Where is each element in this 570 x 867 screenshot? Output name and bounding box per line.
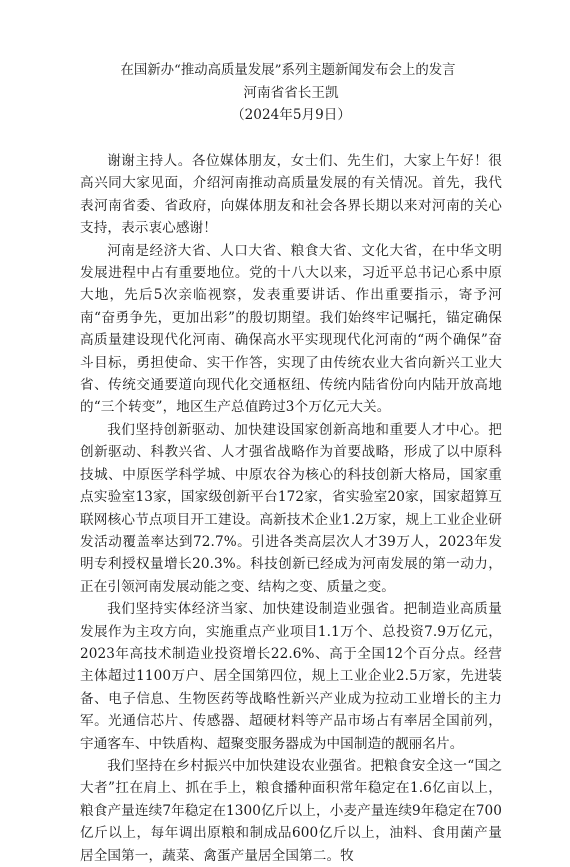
paragraph-overview: 河南是经济大省、人口大省、粮食大省、文化大省，在中华文明发展进程中占有重要地位。党的十八大以来，习近平总书记心系中原大地，先后5次亲临视察，发表重要讲话、作出重要指示，寄予河南“奋勇争先，更加出彩”的殷切期望。我们始终牢记嘱托，锚定确保高质量建设现代化河南、确保高水平实现现代化河南的“两个确保”奋斗目标，勇担使命、实干作答，实现了由传统农业大省向新兴工业大省、传统交通要道向现代化交通枢纽、传统内陆省份向内陆开放高地的“三个转变”，地区生产总值跨过3个万亿元大关。 xyxy=(80,242,502,416)
document-body xyxy=(80,150,502,867)
document-title: 在国新办“推动高质量发展”系列主题新闻发布会上的发言 xyxy=(120,63,456,78)
paragraph-manufacturing: 我们坚持实体经济当家、加快建设制造业强省。把制造业高质量发展作为主攻方向，实施重点产业项目1.1万个、总投资7.9万亿元，2023年高技术制造业投资增长22.6%、高于全国12个百分点。经营主体超过1100万户、居全国第四位，规上工业企业2.5万家，先进装备、电子信息、生物医药等战略性新兴产业成为拉动工业增长的主力军。光通信芯片、传感器、超硬材料等产品市场占有率居全国前列，宇通客车、中铁盾构、超聚变服务器成为中国制造的靓丽名片。 xyxy=(80,601,502,752)
document-date: （2024年5月9日） xyxy=(231,107,351,123)
document-header xyxy=(80,60,502,126)
document-speaker: 河南省省长王凯 xyxy=(243,85,339,101)
paragraph-innovation: 我们坚持创新驱动、加快建设国家创新高地和重要人才中心。把创新驱动、科教兴省、人才强省战略作为首要战略，形成了以中原科技城、中原医学科学城、中原农谷为核心的科技创新大格局，国家重点实验室13家，国家级创新平台172家，省实验室20家，国家超算互联网核心节点项目开工建设。高新技术企业1.2万家，规上工业企业研发活动覆盖率达到72.7%。引进各类高层次人才39万人，2023年发明专利授权量增长20.3%。科技创新已经成为河南发展的第一动力，正在引领河南发展动能之变、结构之变、质量之变。 xyxy=(80,421,502,595)
paragraph-agriculture: 我们坚持在乡村振兴中加快建设农业强省。把粮食安全这一“国之大者”扛在肩上、抓在手上，粮食播种面积常年稳定在1.6亿亩以上，粮食产量连续7年稳定在1300亿斤以上，小麦产量连续9年稳定在700亿斤以上，每年调出原粮和制成品600亿斤以上，油料、食用菌产量居全国第一，蔬菜、禽蛋产量居全国第二。牧 xyxy=(80,757,502,864)
paragraph-greeting: 谢谢主持人。各位媒体朋友，女士们、先生们，大家上午好！很高兴同大家见面，介绍河南推动高质量发展的有关情况。首先，我代表河南省委、省政府，向媒体朋友和社会各界长期以来对河南的关心支持，表示衷心感谢！ xyxy=(80,153,502,237)
